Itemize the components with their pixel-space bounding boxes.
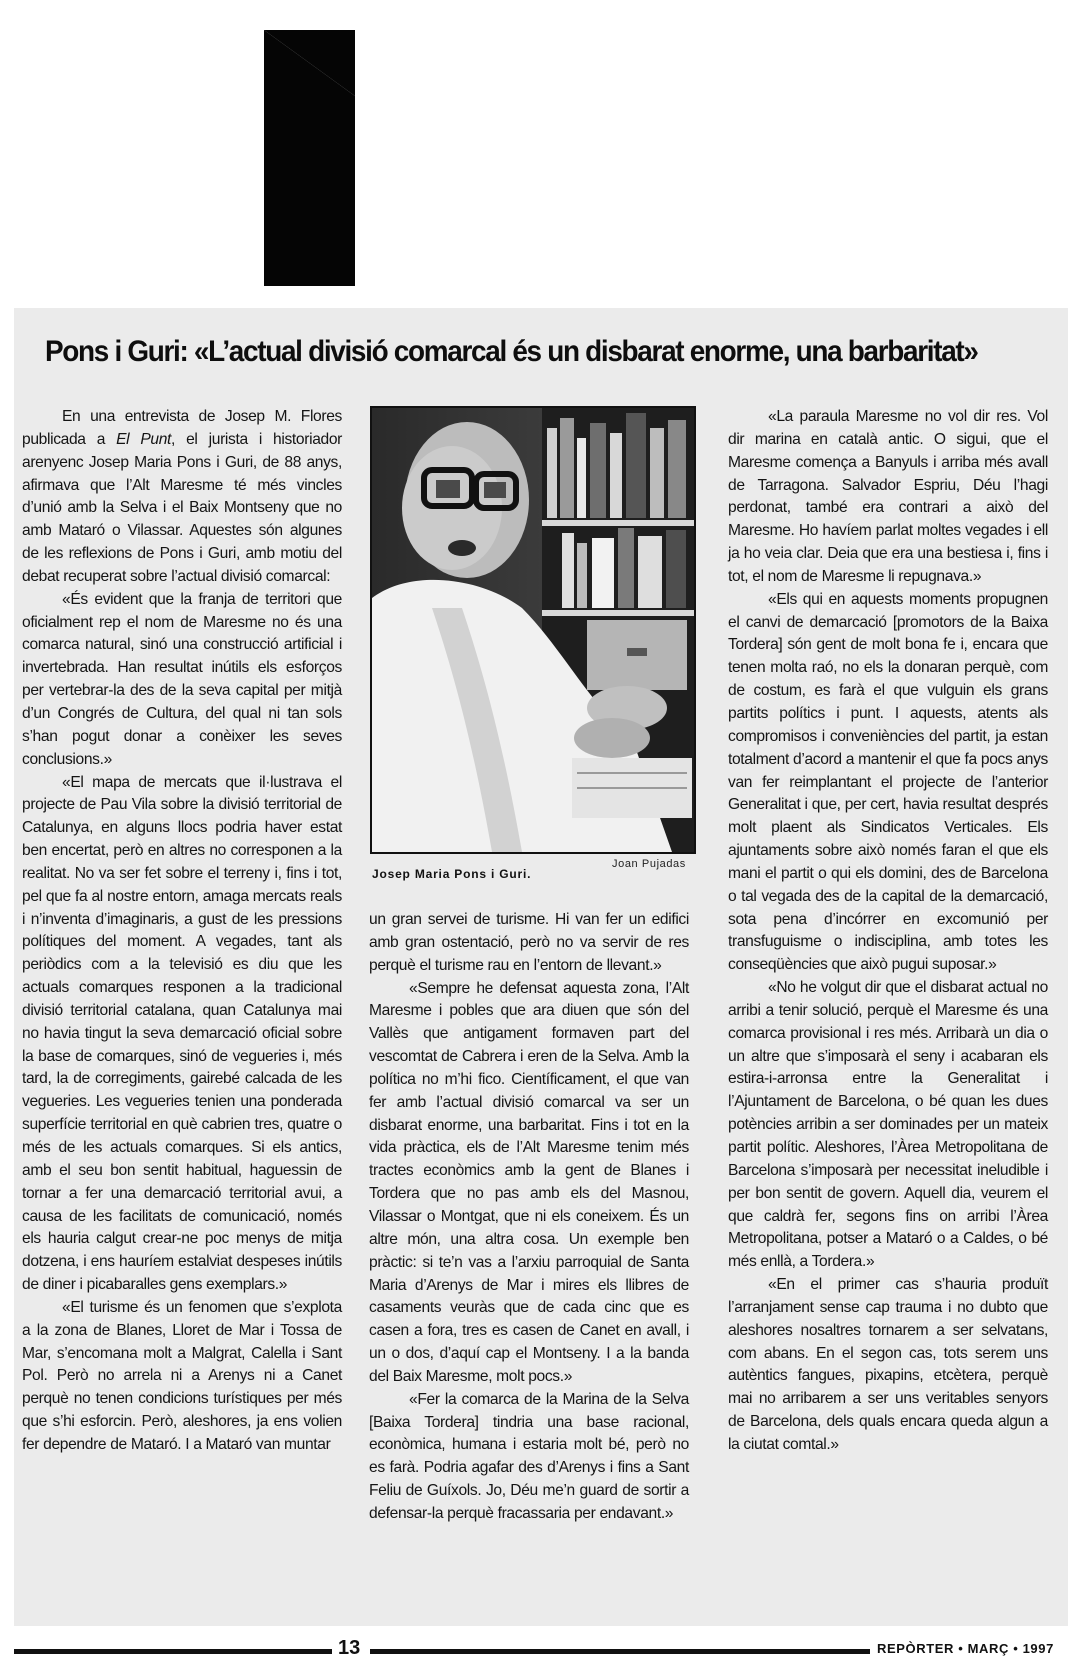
paragraph: «La paraula Maresme no vol dir res. Vol dir marina en català antic. O sigui, que el Maresme comença a Banyuls i arriba més avall de Tarragona. Salvador Espriu, Déu l’hagi perdonat, també era contrari a això del Maresme. Ho havíem parlat moltes vegades i ell ja ho veia clar. Deia que era una bestiesa i, fins i tot, el nom de Maresme li repugnava.»	[728, 408, 1048, 585]
paragraph: «En el primer cas s’hauria produït l’arranjament sense cap trauma i no dubto que aleshores nosaltres tornarem a ser selvatans, com abans. En el segon cas, tots serem uns autèntics fangues, pixapins, etcètera, perquè mai no arribarem a ser uns veritables senyors de Barcelona, dels quals encara queda algun a la ciutat comtal.»	[728, 1276, 1048, 1453]
text-column-1	[22, 406, 342, 1457]
text-column-2	[369, 909, 689, 1526]
footer-rule-right	[370, 1649, 870, 1654]
paragraph: «És evident que la franja de territori que oficialment rep el nom de Maresme no és una comarca natural, sinó una construcció artificial i invertebrada. Han resultat inútils els esforços per vertebrar-la des de la seva capital per mitjà d’un Congrés de Cultura, del qual ni tan sols s’han pogut donar a conèixer les seves conclusions.»	[22, 590, 342, 768]
paragraph: «Els qui en aquests moments propugnen el canvi de demarcació [promotors de la Baixa Tordera] són gent de molt bona fe i, encara que tenen molta raó, no els la donaran perquè, com de costum, es farà el que vulguin els grans partits polítics i punt. I aquests, atents als compromisos i conveniències del partit, ja estan totalment d’acord a mantenir el que fa pocs anys van fer reimplantant el projecte de l’anterior Generalitat i que, per cert, havia resultat després molt plaent als Sindicatos Verticales. Els ajuntaments sobre això només faran el que els mani el partit o qui els domini, des de Barcelona o tal vegada des de la capital de la demarcació, sota pena d’incórrer en excomunió per transfuguisme o indisciplina, amb totes les conseqüències que això pugui suposar.»	[728, 590, 1048, 974]
photo-caption: Josep Maria Pons i Guri.	[372, 867, 532, 881]
portrait-photo	[370, 406, 696, 854]
paragraph: un gran servei de turisme. Hi van fer un edifici amb gran ostentació, però no va servir de res perquè el turisme rau en l’entorn de llevant.»	[369, 911, 689, 974]
magazine-footer: REPÒRTER • MARÇ • 1997	[877, 1641, 1054, 1656]
article-headline: Pons i Guri: «L’actual divisió comarcal és un disbarat enorme, una barbaritat»	[45, 335, 978, 368]
footer-rule-left	[14, 1649, 332, 1654]
page-number: 13	[338, 1637, 361, 1659]
photo-credit: Joan Pujadas	[612, 858, 686, 870]
paragraph: «El turisme és un fenomen que s’explota a la zona de Blanes, Lloret de Mar i Tossa de Mar, s’encomana molt a Malgrat, Calella i Sant Pol. Però no arrela ni a Arenys ni a Canet perquè no tenen condicions turístiques per més que s’hi esforcin. Però, aleshores, ja ens volien fer dependre de Mataró. I a Mataró van muntar	[22, 1298, 342, 1453]
paragraph: «Sempre he defensat aquesta zona, l’Alt Maresme i pobles que ara diuen que són del Vallès que antigament formaven part del vescomtat de Cabrera i eren de la Selva. Amb la política no m’hi fico. Científicament, el que van fer amb l’actual divisió comarcal va ser un disbarat enorme, una barbaritat. Fins i tot en la vida pràctica, els de l’Alt Maresme tenim més tractes econòmics amb la gent de Blanes i Tordera que no pas amb els del Masnou, Vilassar o Montgat, que ni els coneixem. És un altre món, una altra cosa. Un exemple ben pràctic: si te’n vas a l’arxiu parroquial de Santa Maria d’Arenys de Mar i mires els llibres de casaments veuràs que de cada cinc que es casen a fora, tres es casen de Canet en avall, i un o dos, d’aquí cap el Montseny. I a la banda del Baix Maresme, molt pocs.»	[369, 979, 689, 1385]
text-column-3	[728, 406, 1048, 1457]
n-logo	[0, 0, 1074, 300]
paragraph: En una entrevista de Josep M. Flores publicada a El Punt, el jurista i historiador arenyenc Josep Maria Pons i Guri, de 88 anys, afirmava que l’Alt Maresme té més vincles d’unió amb la Selva i el Baix Montseny que no amb Mataró o Vilassar. Aquestes són algunes de les reflexions de Pons i Guri, amb motiu del debat recuperat sobre l’actual divisió comarcal:	[22, 408, 343, 585]
paragraph: «No he volgut dir que el disbarat actual no arribi a tenir solució, perquè el Maresme és una comarca provisional i res més. Arribarà un dia o un altre que s’imposarà el seny i acabaran els estira-i-arronsa entre la Generalitat i l’Ajuntament de Barcelona, o bé quan les dues potències arribin a ser dominades per un mateix partit polític. Aleshores, l’Àrea Metropolitana de Barcelona s’imposarà per necessitat ineludible i per bon sentit de govern. Aquell dia, veurem el que caldrà fer, segons fins on arribi l’Àrea Metropolitana, potser a Mataró o a Caldes, o bé més enllà, a Tordera.»	[728, 979, 1048, 1271]
paragraph: «El mapa de mercats que il·lustrava el projecte de Pau Vila sobre la divisió territorial de Catalunya, en alguns llocs podria haver estat ben encertat, però en altres no corresponen a la realitat. No va ser fet sobre el terreny i, fins i tot, pel que fa al nostre entorn, amaga mercats reals i n’inventa d’imaginaris, a gust de les pressions polítiques del moment. A vegades, tant als periòdics com a la televisió es diu que les actuals comarques responen a la tradicional divisió territorial catalana, quan Catalunya mai no havia tingut la seva demarcació oficial sobre la base de comarques, sinó de vegueries i, més tard, la de corregiments, gairebé calcada de les vegueries. Les vegueries tenien una ponderada superfície territorial en què cabrien tres, quatre o més de les actuals comarques. Si els antics, amb el seu bon sentit habitual, haguessin de tornar a fer una demarcació territorial avui, a causa de les facilitats de comunicació, només els hauria calgut crear-ne poc menys de mitja dotzena, i ens hauríem estalviat despeses inútils de diner i picabaralles gens exemplars.»	[22, 773, 342, 1294]
paragraph: «Fer la comarca de la Marina de la Selva [Baixa Tordera] tindria una base racional, econòmica, humana i estaria molt bé, però no es farà. Podria agafar des d’Arenys i fins a Sant Feliu de Guíxols. Jo, Déu me’n guard de sortir a defensar-la perquè fracassaria per endavant.»	[369, 1390, 689, 1522]
